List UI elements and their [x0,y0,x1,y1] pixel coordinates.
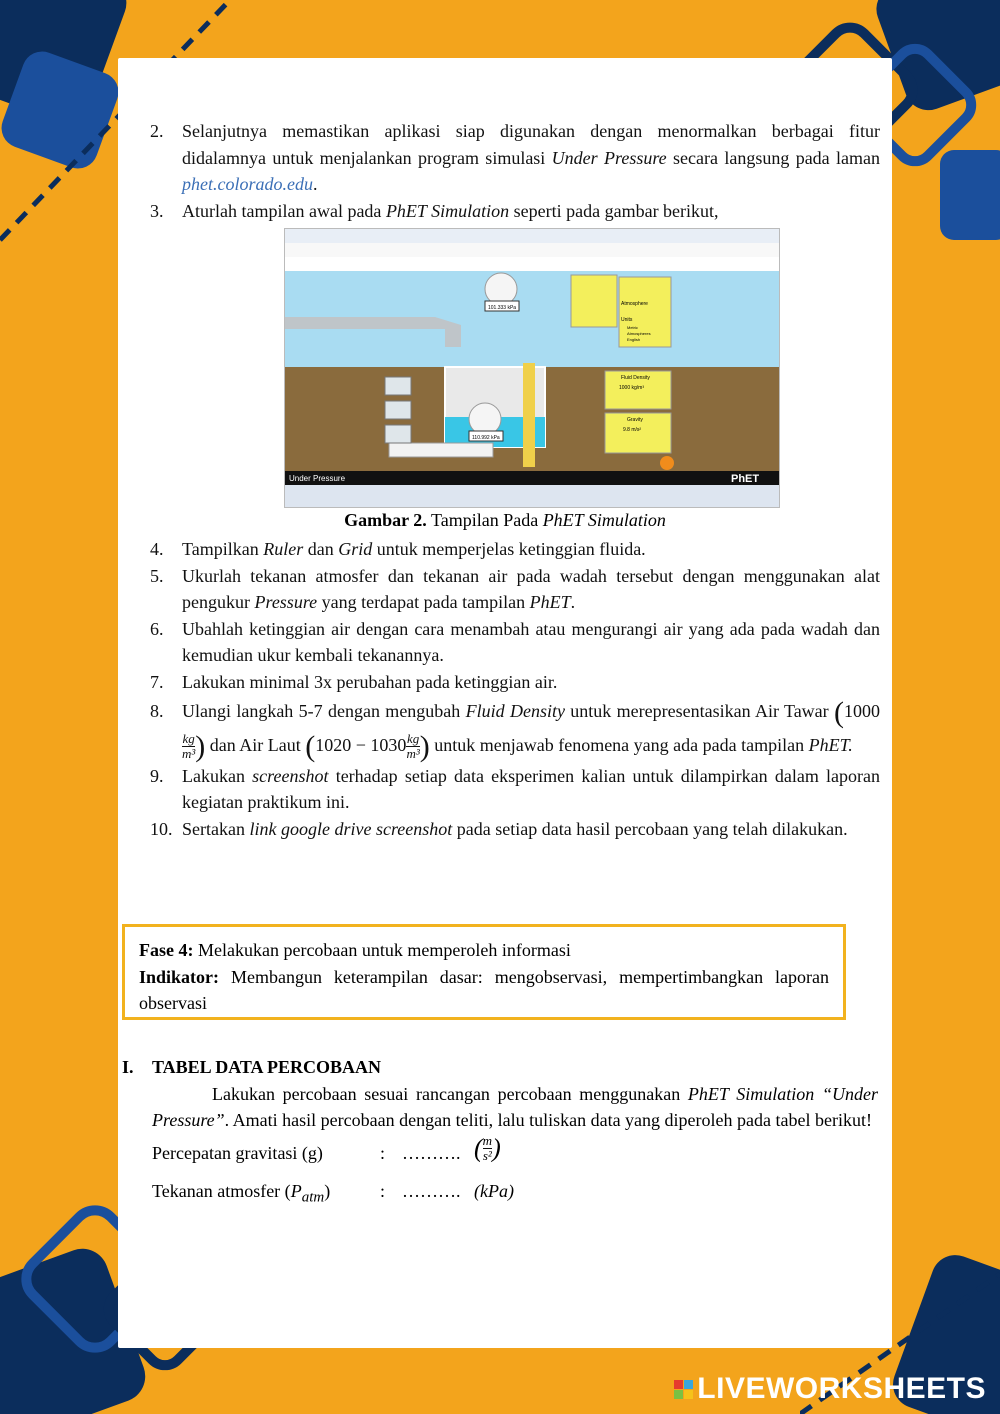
unit-num: kg [182,731,195,747]
atm-answer-blank[interactable]: ………. [402,1180,461,1201]
unit-option: Metric [627,325,638,330]
logo-badge-icon [674,1380,693,1399]
paren-open: ( [834,695,845,729]
unit-num: kg [406,731,420,747]
gravity-answer-blank[interactable]: ………. [402,1142,461,1163]
steps-list-continued [150,536,880,842]
step-italic: Ruler [263,539,304,559]
data-table-section [122,1054,878,1210]
step-italic: PhET [529,592,571,612]
step-7 [150,669,880,696]
colon: : [380,1142,386,1163]
paren-close: ) [492,1133,501,1163]
step-text: seperti pada gambar berikut, [509,200,719,221]
fase-box [122,924,846,1020]
fase-title [139,937,829,964]
step-10 [150,816,880,843]
liveworksheets-logo [674,1372,986,1406]
step-text: Tampilkan [182,539,264,559]
gravity-value: 9.8 m/s² [623,427,642,433]
step-text: terhadap setiap data eksperimen kalian untuk dilampirkan dalam laporan kegiatan praktikum ini. [182,765,880,813]
phet-sim-illustration [285,229,779,507]
step-text: . [312,174,318,194]
step-italic: Pressure [254,592,318,612]
gauge-water-readout: 110.992 kPa [472,435,500,441]
step-8 [150,695,880,763]
logo-text: LIVEWORKSHEETS [697,1372,986,1405]
step-text: pada setiap data hasil percobaan yang telah dilakukan. [452,818,848,839]
step-number: 2. [150,121,164,141]
phet-screenshot [284,228,780,508]
step-5 [150,563,880,616]
step-4 [150,536,880,563]
step-text: Ulangi langkah 5-7 dengan mengubah [182,701,466,721]
gravity-label: Gravity [627,417,643,423]
step-number: 4. [150,539,164,559]
unit-option: Atmospheres [627,331,651,336]
step-number: 7. [150,671,164,692]
step-text: Selanjutnya memastikan aplikasi siap digunakan dengan menormalkan berbagai fitur didalamnya untuk menjalankan program simulasi [182,121,880,168]
indicator-text: Membangun keterampilan dasar: mengobservasi, mempertimbangkan laporan observasi [139,966,829,1013]
step-number: 3. [150,200,164,221]
step-2 [150,118,880,198]
atm-label-text: Tekanan atmosfer ( [152,1180,291,1201]
para-italic: PhET Simulation “Under Pressure” [152,1083,878,1130]
gravity-unit [474,1134,501,1163]
section-roman: I. [122,1057,134,1077]
section-paragraph [152,1081,878,1134]
step-6 [150,616,880,669]
step-italic: Grid [338,539,373,559]
indicator-label: Indikator: [139,966,220,987]
sim-title: Under Pressure [289,474,346,483]
atm-subscript: atm [301,1189,325,1206]
paren-close: ) [195,729,206,763]
fluid-density-label: Fluid Density [621,375,650,381]
density-unit [406,732,419,761]
step-3 [150,198,880,225]
step-text: Ubahlah ketinggian air dengan cara menambah atau mengurangi air yang ada pada wadah dan kemudian ukur kembali tekanannya. [182,618,880,665]
seawater-density: 1020 − 1030 [315,734,407,755]
fase-text: Melakukan percobaan untuk memperoleh informasi [193,940,571,960]
fase-indicator [139,964,829,1017]
para-text: Lakukan percobaan sesuai rancangan percobaan menggunakan [212,1083,688,1104]
atm-label [152,1178,330,1211]
caption-text: Tampilan Pada [426,510,543,530]
para-text: . Amati hasil percobaan dengan teliti, lalu tuliskan data yang diperoleh pada tabel berikut! [224,1110,872,1130]
step-text: yang terdapat pada tampilan [317,592,530,612]
step-number: 5. [150,565,164,586]
step-italic: link google drive screenshot [249,818,453,839]
unit-num: m [482,1132,493,1148]
step-italic: Fluid Density [465,701,565,721]
step-number: 8. [150,701,164,721]
step-number: 6. [150,618,164,639]
section-title [122,1054,878,1081]
units-label: Units [621,317,633,323]
atm-label-text: ) [324,1180,331,1201]
step-text: untuk merepresentasikan Air Tawar [564,701,835,721]
atm-unit: (kPa) [474,1180,514,1201]
gravity-row [152,1134,878,1172]
step-italic: screenshot [252,765,329,786]
paren-close: ) [419,729,430,763]
caption-italic: PhET Simulation [542,510,666,530]
step-number: 9. [150,765,164,786]
step-italic: Under Pressure [551,147,667,168]
section-title-text: TABEL DATA PERCOBAAN [152,1057,382,1077]
gravity-label: Percepatan gravitasi (g) [152,1142,323,1163]
step-text: dan Air Laut [205,734,306,755]
step-text: . [570,592,576,612]
density-unit [182,732,195,761]
step-text: secara langsung pada laman [666,147,880,168]
step-text: Sertakan [182,818,250,839]
steps-list [150,118,880,224]
step-number: 10. [150,818,173,839]
unit-option: English [627,337,641,342]
step-text: Aturlah tampilan awal pada [182,200,386,221]
phet-brand: PhET [731,473,760,485]
phet-link[interactable]: phet.colorado.edu [182,174,313,194]
fase-label: Fase 4: [139,940,194,960]
step-text: dan [303,539,339,559]
atm-row [152,1172,878,1210]
paren-open: ( [474,1133,483,1163]
caption-label: Gambar 2. [344,510,427,530]
unit-den: m³ [406,746,420,762]
step-text: untuk menjawab fenomena yang ada pada tampilan [429,734,809,755]
step-text: Ukurlah tekanan atmosfer dan tekanan air pada wadah tersebut dengan menggunakan alat pengukur [182,565,880,612]
gauge-top-readout: 101.333 kPa [488,305,517,311]
figure-caption [118,510,892,531]
atm-symbol: P [290,1180,302,1201]
unit-den: m³ [182,746,196,762]
colon: : [380,1180,386,1201]
gravity-unit-frac [483,1134,492,1163]
step-text: Lakukan [182,765,253,786]
paren-open: ( [305,729,316,763]
step-text: Lakukan minimal 3x perubahan pada ketinggian air. [182,671,558,692]
atmosphere-label: Atmosphere [621,301,648,307]
step-9 [150,763,880,816]
fluid-density-value: 1000 kg/m³ [619,385,645,391]
freshwater-density: 1000 [844,701,881,721]
step-text: untuk memperjelas ketinggian fluida. [372,539,646,559]
step-italic: PhET Simulation [385,200,510,221]
step-italic: PhET. [808,734,853,755]
unit-den: s² [482,1147,492,1163]
